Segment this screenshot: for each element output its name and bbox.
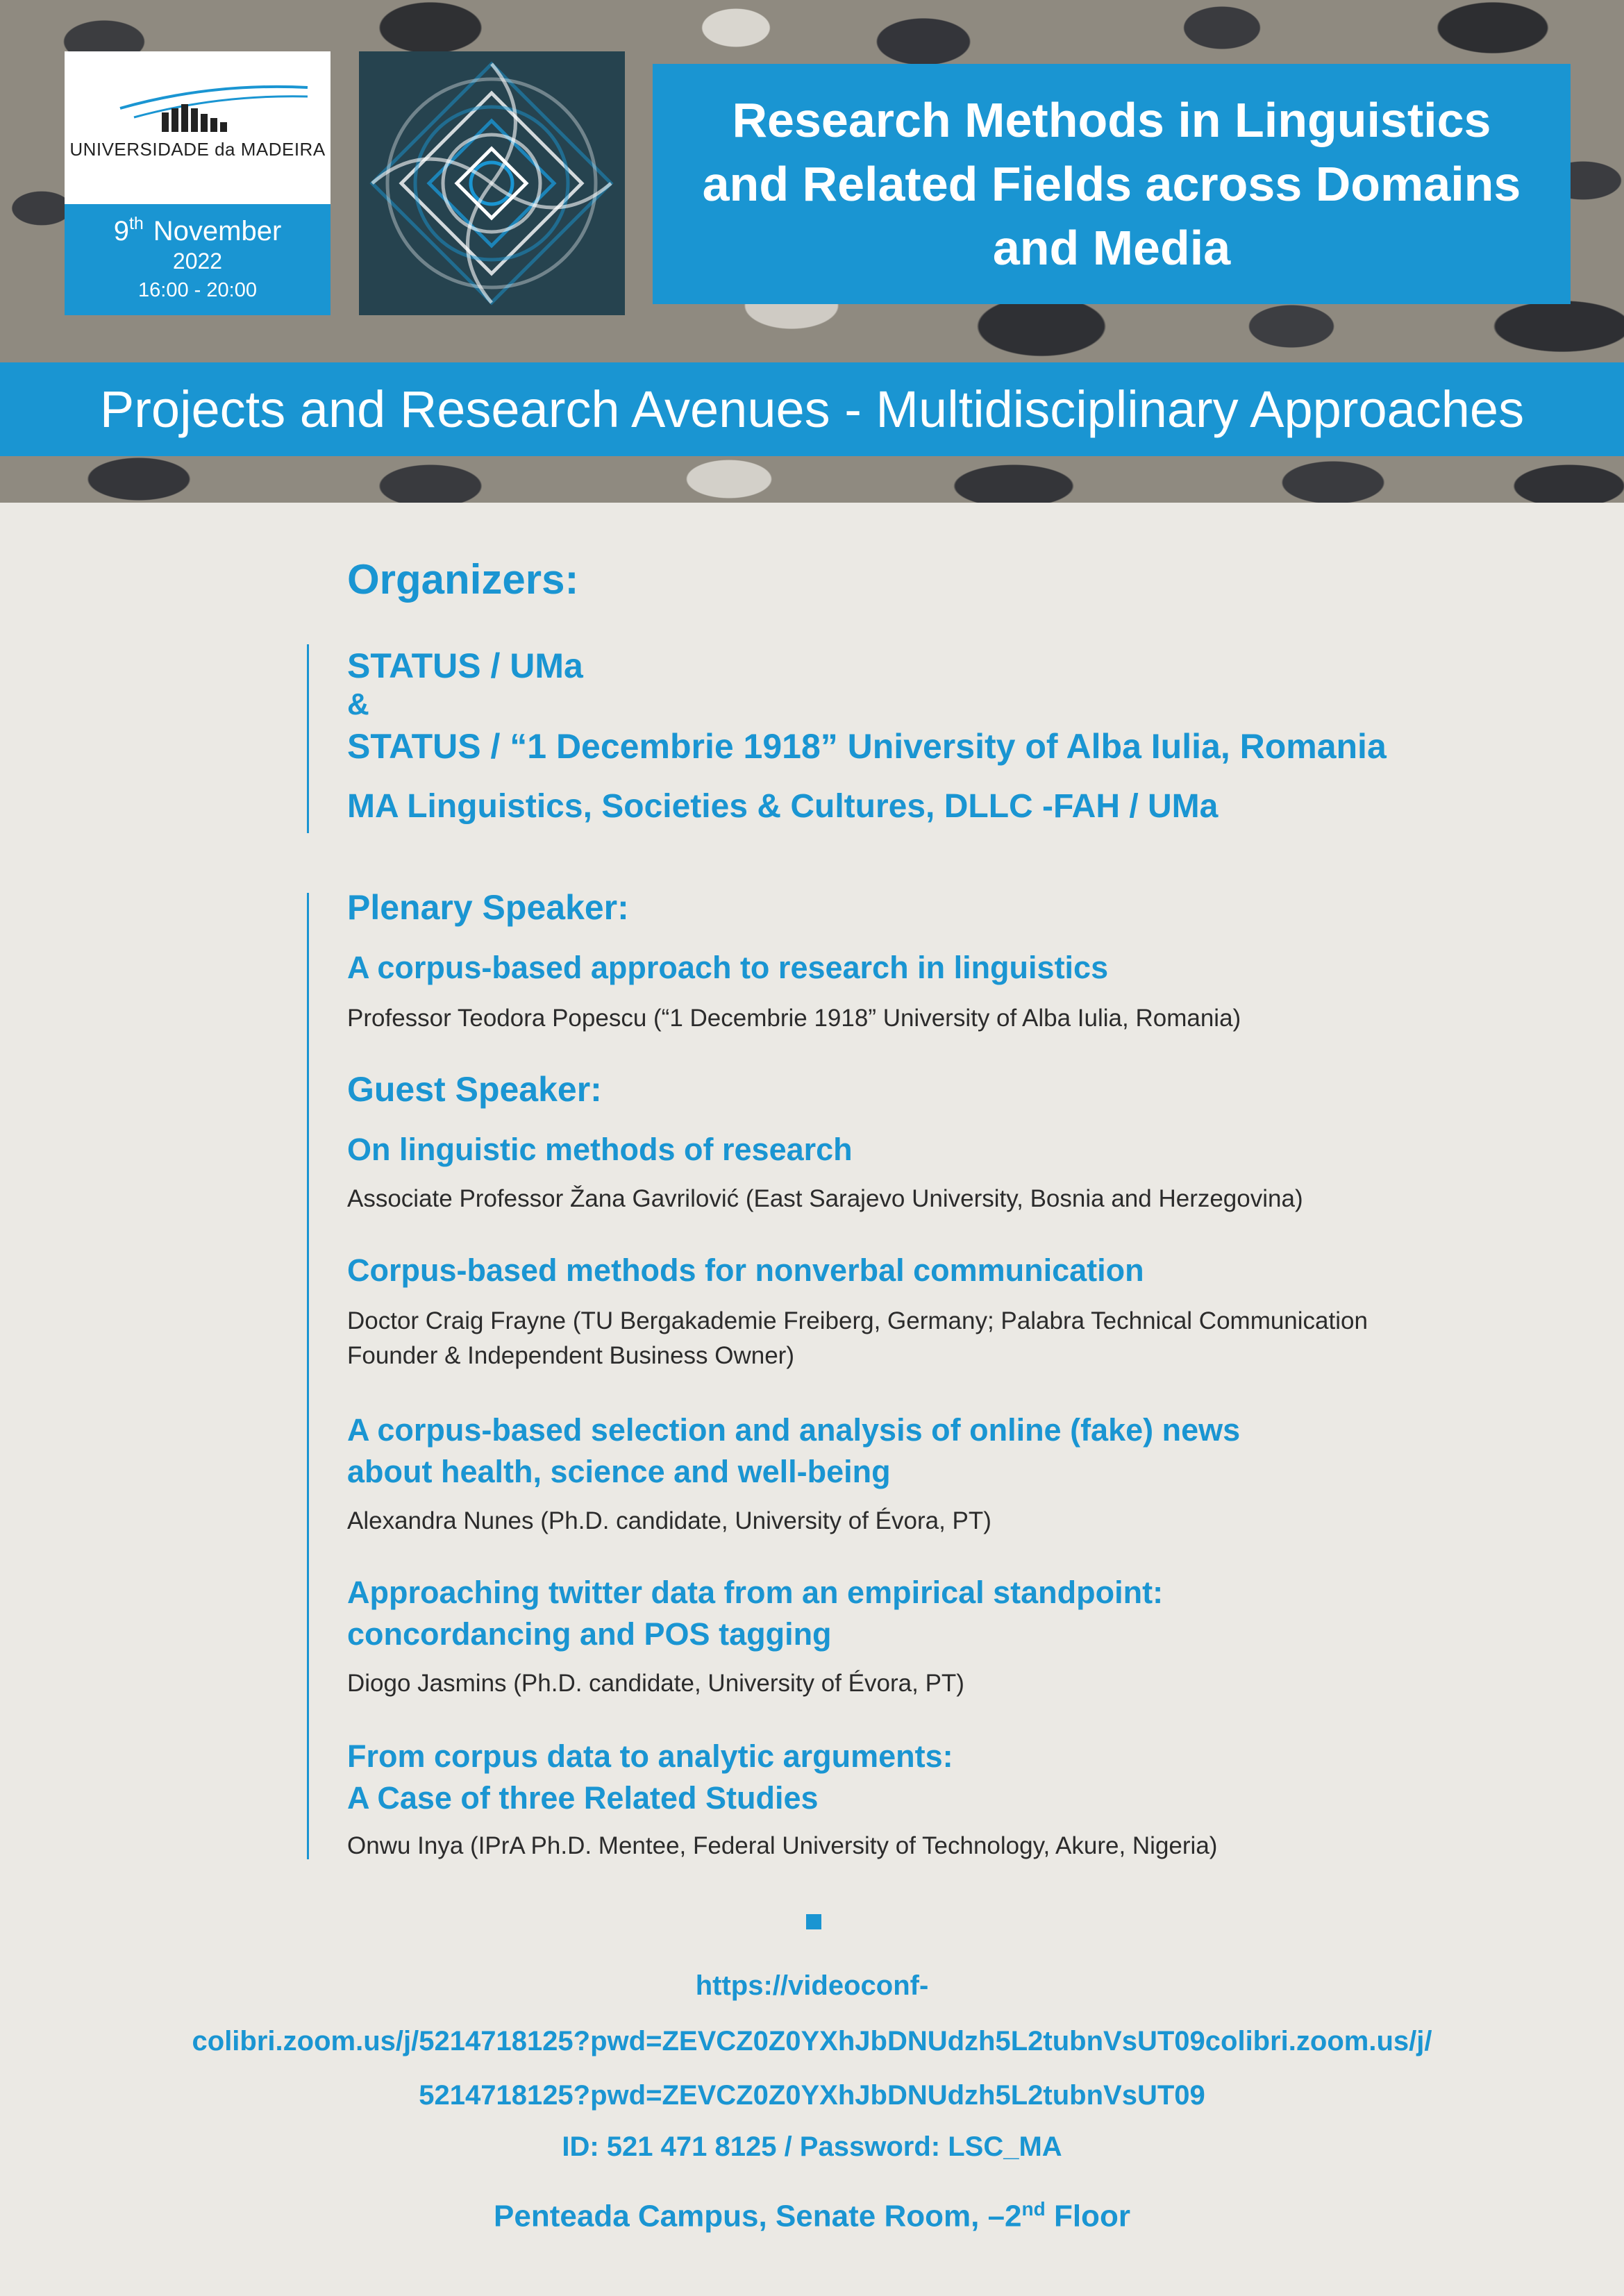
event-title: Research Methods in Linguistics and Related Fields across Domains and Media (653, 64, 1571, 304)
zoom-link-line[interactable]: https://videoconf- (695, 1970, 929, 2001)
venue: Penteada Campus, Senate Room, –2nd Floor (494, 2198, 1130, 2234)
talk-title: Corpus-based methods for nonverbal communication (347, 1252, 1144, 1288)
talk-title: about health, science and well-being (347, 1454, 891, 1489)
guest-heading: Guest Speaker: (347, 1070, 602, 1109)
talk-title: On linguistic methods of research (347, 1132, 853, 1167)
talk-speaker: Onwu Inya (IPrA Ph.D. Mentee, Federal University of Technology, Akure, Nigeria) (347, 1832, 1218, 1859)
organizer-ma-linguistics: MA Linguistics, Societies & Cultures, DLLC -FAH / UMa (347, 788, 1219, 825)
organizer-status-alba-iulia: STATUS / “1 Decembrie 1918” University of Alba Iulia, Romania (347, 727, 1387, 766)
talk-title: A Case of three Related Studies (347, 1780, 819, 1816)
talk-speaker: Associate Professor Žana Gavrilović (East Sarajevo University, Bosnia and Herzegovina) (347, 1185, 1303, 1212)
organizers-heading: Organizers: (347, 556, 579, 603)
talk-speaker: Alexandra Nunes (Ph.D. candidate, University of Évora, PT) (347, 1507, 991, 1534)
event-date-box (65, 204, 330, 315)
university-logo-text: UNIVERSIDADE da MADEIRA (69, 139, 326, 160)
subtitle-banner: Projects and Research Avenues - Multidisciplinary Approaches (0, 362, 1624, 456)
university-logo (65, 51, 330, 204)
plenary-heading: Plenary Speaker: (347, 888, 629, 927)
zoom-link-line[interactable]: 5214718125?pwd=ZEVCZ0Z0YXhJbDNUdzh5L2tubnVsUT09 (419, 2080, 1205, 2111)
talk-title: concordancing and POS tagging (347, 1616, 832, 1652)
lace-pattern-icon (359, 51, 625, 315)
speakers-divider (307, 893, 309, 1859)
talk-speaker: Founder & Independent Business Owner) (347, 1342, 794, 1369)
organizer-ampersand: & (347, 687, 369, 721)
separator-square-icon (806, 1914, 821, 1929)
event-date: 9th November (113, 214, 282, 246)
talk-speaker: Doctor Craig Frayne (TU Bergakademie Freiberg, Germany; Palabra Technical Communication (347, 1307, 1368, 1334)
talk-title: From corpus data to analytic arguments: (347, 1738, 953, 1774)
talk-speaker: Diogo Jasmins (Ph.D. candidate, University of Évora, PT) (347, 1670, 964, 1697)
plenary-talk-title: A corpus-based approach to research in linguistics (347, 950, 1109, 985)
decorative-pattern (359, 51, 625, 315)
organizer-status-uma: STATUS / UMa (347, 646, 583, 685)
event-time: 16:00 - 20:00 (138, 279, 257, 301)
talk-title: Approaching twitter data from an empirical standpoint: (347, 1575, 1164, 1610)
meeting-credentials: ID: 521 471 8125 / Password: LSC_MA (562, 2131, 1062, 2162)
organizers-divider (307, 644, 309, 833)
talk-title: A corpus-based selection and analysis of online (fake) news (347, 1412, 1241, 1448)
university-logo-icon (85, 79, 310, 135)
event-year: 2022 (172, 249, 223, 274)
plenary-speaker: Professor Teodora Popescu (“1 Decembrie 1918” University of Alba Iulia, Romania) (347, 1005, 1241, 1032)
zoom-link-line[interactable]: colibri.zoom.us/j/5214718125?pwd=ZEVCZ0Z0YXhJbDNUdzh5L2tubnVsUT09colibri.zoom.us/j/ (192, 2026, 1432, 2056)
